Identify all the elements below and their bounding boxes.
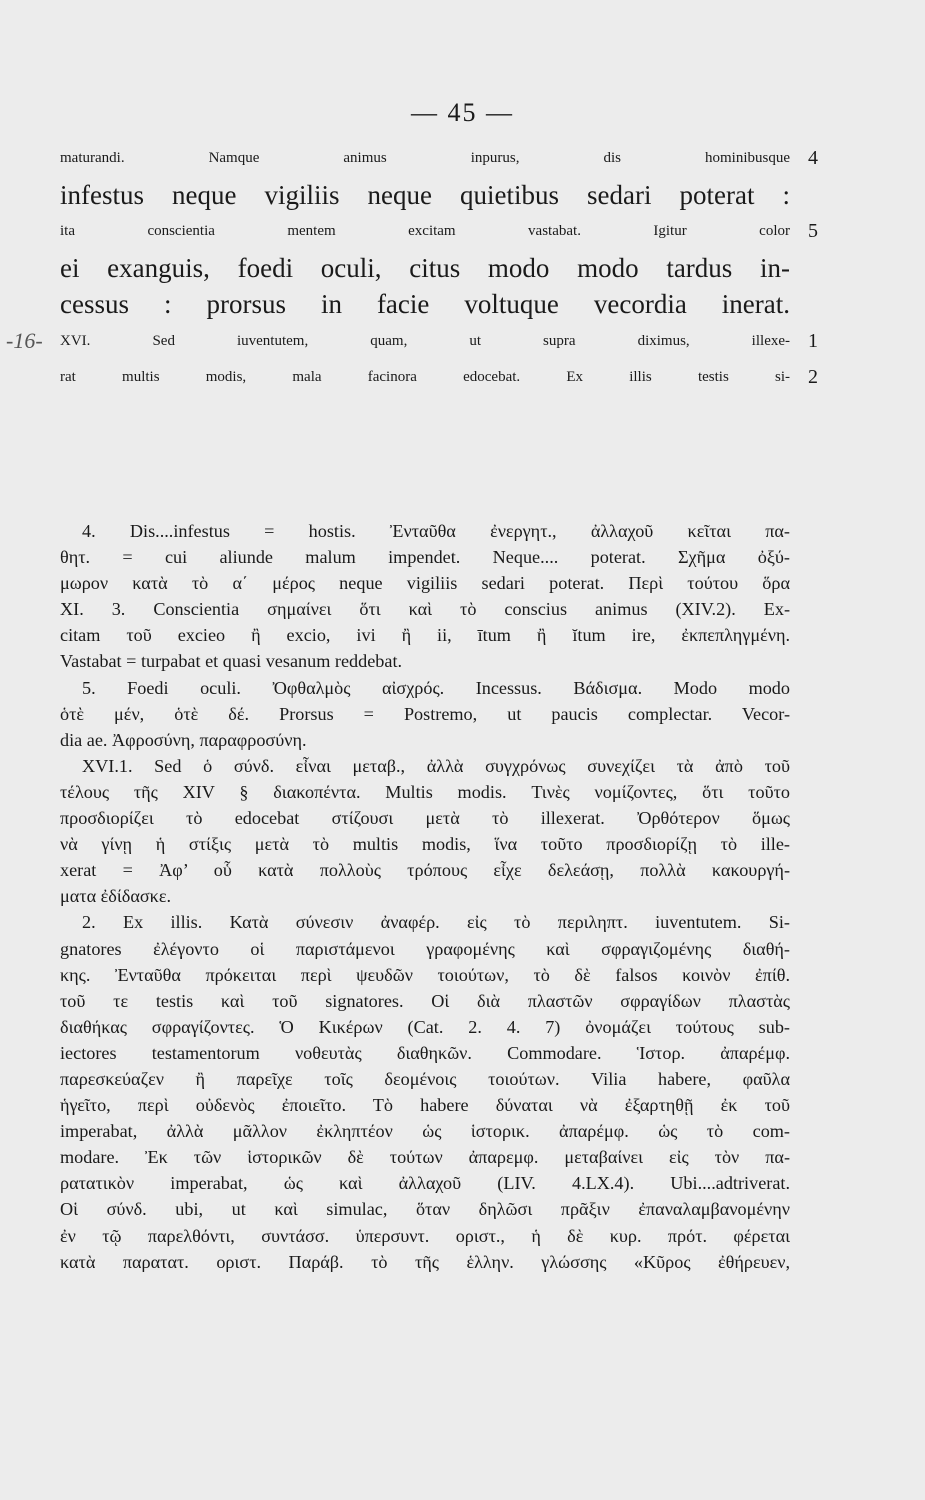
note-line: iectores testamentorum νοθευτὰς διαθηκῶν. Commodare. Ἱστορ. ἀπαρέμφ. <box>60 1042 790 1063</box>
line-text: XVI. Sed iuventutem, quam, ut supra diximus, illexe- <box>60 332 790 349</box>
line-text: maturandi. Namque animus inpurus, dis hominibusque <box>60 150 790 166</box>
note-line: νὰ γίνῃ ἡ στίξις μετὰ τὸ multis modis, ἵνα τοῦτο προσδιορίζῃ τὸ ille- <box>60 834 790 855</box>
note-line: Οἱ σύνδ. ubi, ut καὶ simulac, ὅταν δηλῶσι πρᾶξιν ἐπαναλαμβανομένην <box>60 1199 790 1220</box>
note-line: 4. Dis....infestus = hostis. Ἐνταῦθα ἐνεργητ., ἀλλαχοῦ κεῖται πα- <box>82 521 790 541</box>
note-line: προσδιορίζει τὸ edocebat στίζουσι μετὰ τὸ illexerat. Ὀρθότερον ὅμως <box>60 808 790 829</box>
note-line: μωρον κατὰ τὸ α΄ μέρος neque vigiliis sedari poterat. Περὶ τούτου ὅρα <box>60 573 790 594</box>
line-number: 2 <box>808 366 818 388</box>
note-line: XI. 3. Conscientia σημαίνει ὅτι καὶ τὸ conscius animus (XIV.2). Ex- <box>60 599 790 620</box>
line-number: 1 <box>808 329 818 352</box>
note-line: modare. Ἐκ τῶν ἱστορικῶν δὲ τούτων ἀπαρεμφ. μεταβαίνει εἰς τὸν πα- <box>60 1147 790 1168</box>
line-text: infestus neque vigiliis neque quietibus sedari poterat : <box>60 179 790 210</box>
note-line: ρατατικὸν imperabat, ὡς καὶ ἀλλαχοῦ (LIV. 4.LX.4). Ubi....adtriverat. <box>60 1173 790 1194</box>
note-line: 5. Foedi oculi. Ὀφθαλμὸς αἰσχρός. Incessus. Βάδισμα. Modo modo <box>82 677 790 698</box>
main-text-line <box>6 323 818 360</box>
note-line: xerat = Ἀφ’ οὗ κατὰ πολλοὺς τρόπους εἶχε δελεάσῃ, πολλὰ κακουργή- <box>60 860 790 881</box>
note-line: citam τοῦ excieo ἢ excio, ivi ἢ ii, ītum ἢ ĭtum ire, ἐκπεπληγμένη. <box>60 625 790 646</box>
note-line: XVI.1. Sed ὁ σύνδ. εἶναι μεταβ., ἀλλὰ συγχρόνως συνεχίζει τὰ ἀπὸ τοῦ <box>82 755 790 776</box>
page-number: — 45 — <box>411 98 514 127</box>
note-line: ὁτὲ μέν, ὁτὲ δέ. Prorsus = Postremo, ut paucis complectar. Vecor- <box>60 703 790 724</box>
line-number: 4 <box>808 147 818 169</box>
note-line: παρεσκεύαζεν ἢ παρεῖχε τοῖς δεομένοις τοιούτων. Vilia habere, φαῦλα <box>60 1068 790 1089</box>
main-text-line <box>60 140 818 177</box>
note-line: gnatores ἐλέγοντο οἱ παριστάμενοι γραφομένης καὶ σφραγιζομένης διαθή- <box>60 938 790 959</box>
line-text: ita conscientia mentem excitam vastabat. Igitur color <box>60 223 790 239</box>
main-text-line <box>60 286 790 323</box>
note-line: Vastabat = turpabat et quasi vesanum reddebat. <box>60 651 403 672</box>
note-line: imperabat, ἀλλὰ μᾶλλον ἐκληπτέον ὡς ἱστορικ. ἀπαρέμφ. ὡς τὸ com- <box>60 1121 790 1142</box>
note-line: τέλους τῆς XIV § διακοπέντα. Multis modis. Τινὲς νομίζοντες, ὅτι τοῦτο <box>60 781 790 802</box>
note-line: θητ. = cui aliunde malum impendet. Neque.... poterat. Σχῆμα ὀξύ- <box>60 547 790 568</box>
note-line: ἡγεῖτο, περὶ οὐδενὸς ἐποιεῖτο. Τὸ habere δύναται νὰ ἐξαρτηθῇ ἐκ τοῦ <box>60 1095 790 1116</box>
commentary-notes <box>60 518 790 1275</box>
main-text-line <box>60 250 790 287</box>
line-number: 5 <box>808 220 818 242</box>
main-text <box>6 140 818 396</box>
note-line: διαθήκας σφραγίζοντες. Ὁ Κικέρων (Cat. 2. 4. 7) ὀνομάζει τούτους sub- <box>60 1016 790 1037</box>
margin-note: -16- <box>6 327 43 353</box>
main-text-line <box>60 177 790 214</box>
note-line: ἐν τῷ παρελθόντι, συντάσσ. ὑπερσυντ. οριστ., ἡ δὲ κυρ. πρότ. φέρεται <box>60 1225 790 1246</box>
note-line: κατὰ παρατατ. οριστ. Παράβ. τὸ τῆς ἑλλην. γλώσσης «Κῦρος ἐθήρευεν, <box>60 1251 790 1272</box>
note-line: dia ae. Ἀφροσύνη, παραφροσύνη. <box>60 729 307 750</box>
note-line: κης. Ἐνταῦθα πρόκειται περὶ ψευδῶν τοιούτων, τὸ δὲ falsos κοινὸν ἐπίθ. <box>60 964 790 985</box>
note-line: ματα ἐδίδασκε. <box>60 886 172 907</box>
main-text-line <box>60 359 818 396</box>
line-text: rat multis modis, mala facinora edocebat. Ex illis testis si- <box>60 369 790 385</box>
note-line: τοῦ τε testis καὶ τοῦ signatores. Οἱ διὰ πλαστῶν σφραγίδων πλαστὰς <box>60 990 790 1011</box>
line-text: ei exanguis, foedi oculi, citus modo modo tardus in- <box>60 252 790 283</box>
line-text: cessus : prorsus in facie voltuque vecordia inerat. <box>60 289 790 319</box>
main-text-line <box>60 213 818 250</box>
note-line: 2. Ex illis. Κατὰ σύνεσιν ἀναφέρ. εἰς τὸ περιληπτ. iuventutem. Si- <box>82 912 790 933</box>
